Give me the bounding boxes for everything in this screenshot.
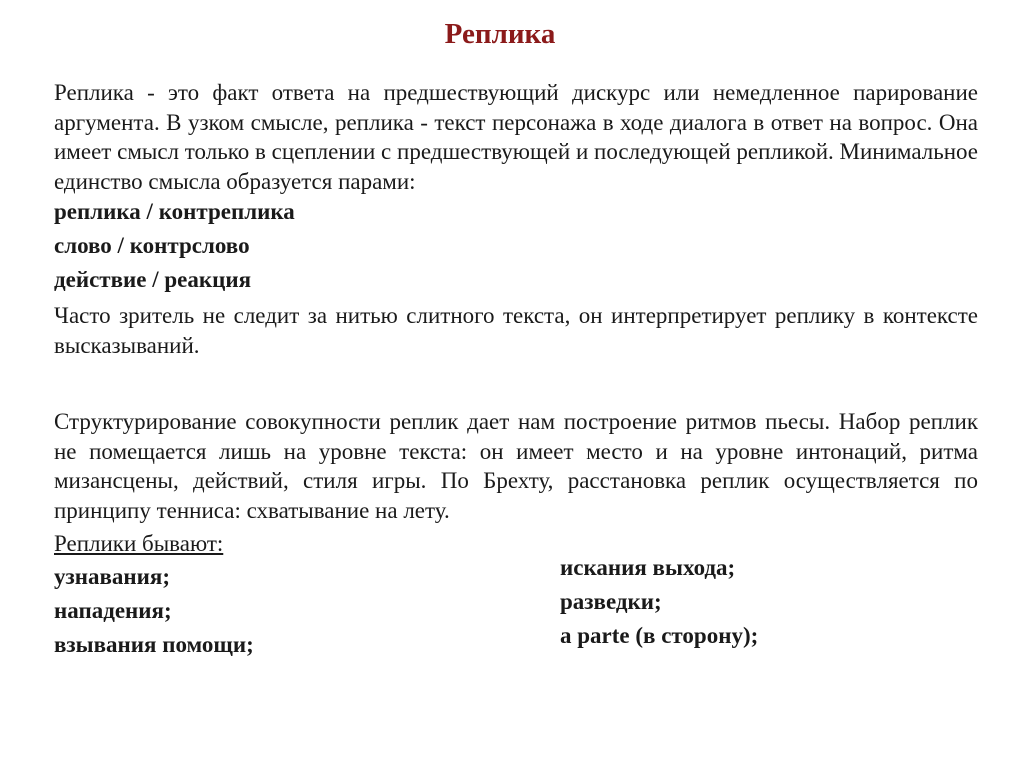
pair-item: реплика / контреплика [54, 199, 295, 224]
structure-paragraph: Структурирование совокупности реплик дает нам построение ритмов пьесы. Набор реплик не помещается лишь на уровне текста: он имеет место и на уровне интонаций, ритма мизансцены, действий, стиля игры. По Брехту, расстановка реплик осуществляется по принципу тенниса: схватывание на лету. [54, 409, 978, 523]
pair-item: действие / реакция [54, 267, 252, 292]
slide-title: Реплика [444, 18, 556, 50]
definition-paragraph: Реплика - это факт ответа на предшествующий дискурс или немедленное парирование аргумента. В узком смысле, реплика - текст персонажа в ходе диалога в ответ на вопрос. Она имеет смысл только в сцеплении с предшествующей и последующей репликой. Минимальное единство смысла образуется парами: [54, 80, 978, 194]
pair-item: слово / контрслово [54, 233, 250, 258]
type-item: искания выхода; [560, 555, 736, 580]
type-item: нападения; [54, 598, 172, 623]
type-item: взывания помощи; [54, 632, 254, 657]
types-heading: Реплики бывают: [54, 531, 224, 556]
type-item: a parte (в сторону); [560, 623, 759, 648]
viewer-paragraph: Часто зритель не следит за нитью слитного текста, он интерпретирует реплику в контексте высказываний. [54, 303, 978, 358]
type-item: узнавания; [54, 564, 171, 589]
type-item: разведки; [560, 589, 662, 614]
